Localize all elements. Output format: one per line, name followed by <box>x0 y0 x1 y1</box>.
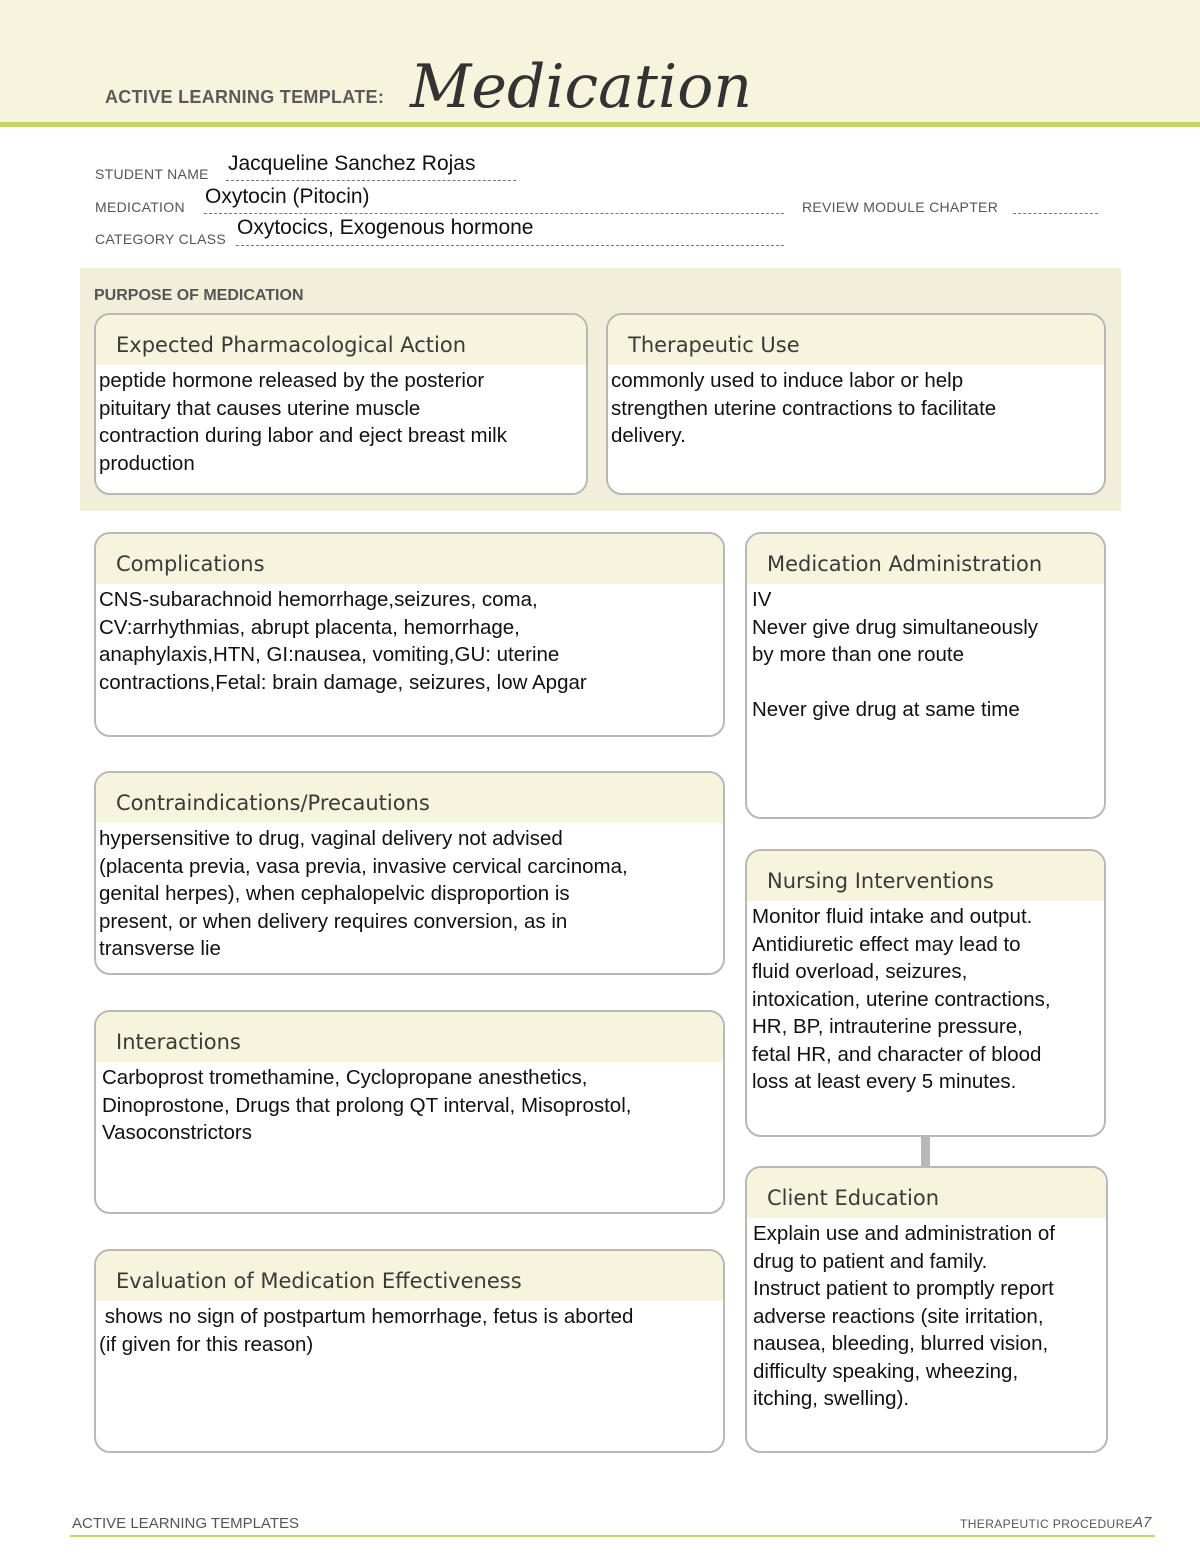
evaluation-card <box>94 1249 725 1453</box>
category-class-field[interactable]: Oxytocics, Exogenous hormone <box>237 216 534 239</box>
footer-left: ACTIVE LEARNING TEMPLATES <box>72 1515 299 1532</box>
complications-text[interactable]: CNS-subarachnoid hemorrhage,seizures, coma, CV:arrhythmias, abrupt placenta, hemorrhage, anaphylaxis,HTN, GI:nausea, vomiting,GU: uterine contractions,Fetal: brain damage, seizures, low Apgar <box>99 588 587 694</box>
contraindications-card <box>94 771 725 975</box>
student-name-line <box>226 180 516 181</box>
expected-action-card <box>94 313 588 495</box>
medication-label: MEDICATION <box>95 199 185 215</box>
footer-divider <box>70 1535 1155 1537</box>
contraindications-text[interactable]: hypersensitive to drug, vaginal delivery not advised (placenta previa, vasa previa, invasive cervical carcinoma, genital herpes), when cephalopelvic disproportion is present, or when delivery requires conversion, as in transverse lie <box>99 827 628 960</box>
contraindications-title: Contraindications/Precautions <box>96 773 723 823</box>
complications-title: Complications <box>96 534 723 584</box>
interactions-card <box>94 1010 725 1214</box>
page-title: Medication <box>410 52 752 122</box>
nursing-interventions-card <box>745 849 1106 1137</box>
category-class-line <box>236 245 784 246</box>
purpose-label: PURPOSE OF MEDICATION <box>94 287 304 304</box>
administration-title: Medication Administration <box>747 534 1104 584</box>
therapeutic-use-text[interactable]: commonly used to induce labor or help strengthen uterine contractions to facilitate delivery. <box>611 369 997 447</box>
client-education-title: Client Education <box>747 1168 1106 1218</box>
template-label: ACTIVE LEARNING TEMPLATE: <box>105 87 385 107</box>
card-connector <box>921 1136 930 1167</box>
review-module-field[interactable] <box>1013 213 1098 214</box>
administration-text[interactable]: IV Never give drug simultaneously by more than one route Never give drug at same time <box>752 588 1038 721</box>
student-name-label: STUDENT NAME <box>95 166 209 182</box>
expected-action-text[interactable]: peptide hormone released by the posterior pituitary that causes uterine muscle contraction during labor and eject breast milk production <box>99 369 507 475</box>
client-education-text[interactable]: Explain use and administration of drug to patient and family. Instruct patient to promptly report adverse reactions (site irritation, nausea, bleeding, blurred vision, difficulty speaking, wheezing, itching, swelling). <box>753 1222 1055 1410</box>
footer-right: THERAPEUTIC PROCEDURE <box>960 1517 1134 1531</box>
complications-card <box>94 532 725 737</box>
administration-card <box>745 532 1106 819</box>
nursing-interventions-title: Nursing Interventions <box>747 851 1104 901</box>
review-module-label: REVIEW MODULE CHAPTER <box>802 199 999 215</box>
interactions-text[interactable]: Carboprost tromethamine, Cyclopropane anesthetics, Dinoprostone, Drugs that prolong QT interval, Misoprostol, Vasoconstrictors <box>102 1066 632 1144</box>
evaluation-title: Evaluation of Medication Effectiveness <box>96 1251 723 1301</box>
interactions-title: Interactions <box>96 1012 723 1062</box>
therapeutic-use-title: Therapeutic Use <box>608 315 1104 365</box>
expected-action-title: Expected Pharmacological Action <box>96 315 586 365</box>
evaluation-text[interactable]: shows no sign of postpartum hemorrhage, fetus is aborted (if given for this reason) <box>99 1305 634 1356</box>
student-name-field[interactable]: Jacqueline Sanchez Rojas <box>228 152 476 175</box>
client-education-card <box>745 1166 1108 1453</box>
category-class-label: CATEGORY CLASS <box>95 231 227 247</box>
page-number: A7 <box>1133 1514 1152 1531</box>
nursing-interventions-text[interactable]: Monitor fluid intake and output. Antidiuretic effect may lead to fluid overload, seizures, intoxication, uterine contractions, HR, BP, intrauterine pressure, fetal HR, and character of blood loss at least every 5 minutes. <box>752 905 1051 1093</box>
therapeutic-use-card <box>606 313 1106 495</box>
medication-field[interactable]: Oxytocin (Pitocin) <box>205 185 370 208</box>
medication-line <box>204 213 784 214</box>
